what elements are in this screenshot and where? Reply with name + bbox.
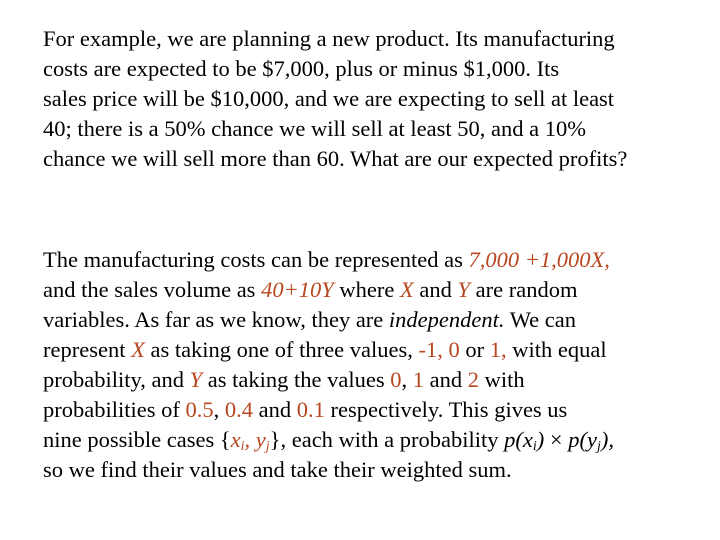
y-value: 0 bbox=[390, 367, 402, 392]
symbol: y bbox=[255, 427, 266, 452]
probability-px bbox=[504, 427, 544, 452]
subscript: i bbox=[240, 439, 245, 454]
text-run: respectively. This gives us bbox=[324, 397, 568, 422]
text-line: sales price will be $10,000, and we are expecting to sell at least bbox=[43, 86, 615, 111]
text-run: as taking one of three values, bbox=[144, 337, 419, 362]
text-run: probability, and bbox=[43, 367, 190, 392]
probability-value: 0.1 bbox=[296, 397, 325, 422]
text-line: so we find their values and take their weighted sum. bbox=[43, 457, 512, 482]
case-x bbox=[231, 427, 245, 452]
text-run: and the sales volume as bbox=[43, 277, 262, 302]
emphasis-independent: independent. bbox=[388, 307, 505, 332]
subscript: j bbox=[596, 439, 601, 454]
text-line bbox=[43, 245, 703, 275]
intro-paragraph bbox=[43, 24, 703, 174]
text-line bbox=[43, 365, 703, 395]
text-line bbox=[43, 395, 703, 425]
text-line bbox=[43, 335, 703, 365]
text-line bbox=[43, 275, 703, 305]
text-run: and bbox=[413, 277, 458, 302]
text-run: nine possible cases { bbox=[43, 427, 231, 452]
variable-x: X bbox=[400, 277, 414, 302]
explanation-paragraph bbox=[43, 245, 703, 485]
text-run: and bbox=[252, 397, 297, 422]
text-run: We can bbox=[504, 307, 577, 332]
text-run: are random bbox=[470, 277, 578, 302]
text-run: where bbox=[333, 277, 400, 302]
variable-x: X bbox=[131, 337, 145, 362]
text-run: and bbox=[423, 367, 468, 392]
subscript: i bbox=[532, 439, 537, 454]
text-run: , bbox=[401, 367, 413, 392]
text-line: chance we will sell more than 60. What are our expected profits? bbox=[43, 146, 628, 171]
symbol: ) bbox=[536, 427, 545, 452]
y-value: 1 bbox=[412, 367, 424, 392]
cost-formula: 7,000 +1,000X, bbox=[468, 247, 610, 272]
symbol: x bbox=[230, 427, 241, 452]
text-run: with equal bbox=[506, 337, 607, 362]
symbol: p(y bbox=[568, 427, 597, 452]
x-values: -1, 0 bbox=[418, 337, 460, 362]
text-line: costs are expected to be $7,000, plus or minus $1,000. Its bbox=[43, 56, 560, 81]
case-comma: , bbox=[244, 427, 256, 452]
text-line: 40; there is a 50% chance we will sell at least 50, and a 10% bbox=[43, 116, 586, 141]
text-run: , bbox=[213, 397, 225, 422]
text-run: probabilities of bbox=[43, 397, 186, 422]
text-line bbox=[43, 305, 703, 335]
subscript: j bbox=[265, 439, 270, 454]
y-value: 2 bbox=[467, 367, 479, 392]
text-run: }, each with a probability bbox=[269, 427, 505, 452]
text-run: variables. As far as we know, they are bbox=[43, 307, 389, 332]
probability-py bbox=[568, 427, 614, 452]
case-y bbox=[256, 427, 270, 452]
variable-y: Y bbox=[189, 367, 203, 392]
symbol: p(x bbox=[504, 427, 533, 452]
text-run: with bbox=[478, 367, 525, 392]
text-run: as taking the values bbox=[202, 367, 391, 392]
text-run: The manufacturing costs can be represented as bbox=[43, 247, 469, 272]
text-run: represent bbox=[43, 337, 132, 362]
volume-formula: 40+10Y bbox=[261, 277, 334, 302]
probability-value: 0.5 bbox=[185, 397, 214, 422]
variable-y: Y bbox=[457, 277, 471, 302]
text-line: For example, we are planning a new product. Its manufacturing bbox=[43, 26, 615, 51]
x-values: 1, bbox=[489, 337, 507, 362]
times-sign: × bbox=[544, 427, 569, 452]
probability-value: 0.4 bbox=[224, 397, 253, 422]
text-line bbox=[43, 425, 703, 455]
symbol: ), bbox=[600, 427, 614, 452]
text-run: or bbox=[459, 337, 490, 362]
